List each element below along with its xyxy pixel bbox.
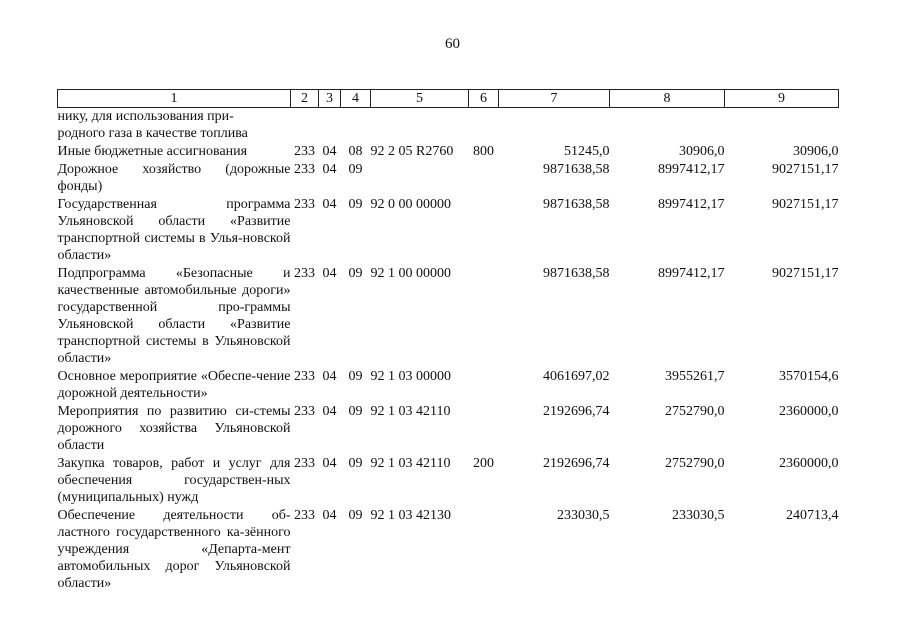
row-cell-c6	[469, 196, 499, 265]
row-cell-c2: 233	[294, 197, 315, 212]
header-col-2: 2	[291, 90, 319, 108]
row-cell-c7: 9871638,58	[543, 162, 610, 177]
row-name-cell: нику, для использования при- родного газа в качестве топлива	[57, 109, 248, 141]
row-cell-c6	[469, 161, 499, 196]
table-body	[58, 108, 839, 594]
row-cell-c5: 92 0 00 00000	[370, 197, 451, 212]
header-col-5: 5	[371, 90, 469, 108]
row-cell-c9	[725, 108, 839, 144]
table-row	[58, 403, 839, 455]
row-cell-c9: 240713,4	[786, 508, 839, 523]
table-row	[58, 108, 839, 144]
row-cell-c8: 3955261,7	[665, 369, 725, 384]
table-row	[58, 455, 839, 507]
row-cell-c9: 30906,0	[793, 144, 839, 159]
row-cell-c7: 233030,5	[557, 508, 610, 523]
row-cell-c5	[371, 161, 469, 196]
row-cell-c8: 2752790,0	[665, 404, 725, 419]
row-cell-c8: 2752790,0	[665, 456, 725, 471]
row-name-cell: Иные бюджетные ассигнования	[57, 144, 248, 159]
header-col-4: 4	[341, 90, 371, 108]
row-cell-c2	[291, 108, 319, 144]
row-cell-c3: 04	[322, 404, 337, 419]
row-cell-c5: 92 1 00 00000	[370, 266, 451, 281]
row-cell-c7: 4061697,02	[543, 369, 610, 384]
row-cell-c4: 09	[348, 508, 363, 523]
row-cell-c3: 04	[322, 508, 337, 523]
row-cell-c4: 09	[348, 162, 363, 177]
row-cell-c2: 233	[294, 456, 315, 471]
row-cell-c6	[469, 108, 499, 144]
row-cell-c2: 233	[294, 266, 315, 281]
header-col-3: 3	[319, 90, 341, 108]
row-cell-c3: 04	[322, 197, 337, 212]
row-cell-c5: 92 1 03 42110	[370, 456, 451, 471]
row-cell-c8	[610, 108, 725, 144]
row-cell-c2: 233	[294, 162, 315, 177]
row-cell-c4	[341, 108, 371, 144]
header-col-7: 7	[499, 90, 610, 108]
row-cell-c5: 92 1 03 00000	[370, 369, 451, 384]
row-cell-c7: 51245,0	[564, 144, 610, 159]
row-cell-c3: 04	[322, 266, 337, 281]
row-name-cell: Дорожное хозяйство (дорожные фонды)	[57, 162, 291, 194]
row-cell-c5: 92 1 03 42130	[370, 508, 451, 523]
row-cell-c6	[469, 368, 499, 403]
row-cell-c4: 09	[348, 456, 363, 471]
table-row	[58, 143, 839, 161]
row-cell-c5: 92 1 03 42110	[370, 404, 451, 419]
header-col-8: 8	[610, 90, 725, 108]
row-cell-c4: 09	[348, 404, 363, 419]
row-name-cell: Мероприятия по развитию си-стемы дорожного хозяйства Ульяновской области	[57, 404, 291, 453]
row-cell-c3: 04	[322, 456, 337, 471]
row-cell-c7: 2192696,74	[543, 404, 610, 419]
row-cell-c9: 9027151,17	[772, 266, 839, 281]
row-cell-c8: 8997412,17	[658, 266, 725, 281]
row-cell-c2: 233	[294, 404, 315, 419]
table-row	[58, 196, 839, 265]
row-cell-c3: 04	[322, 162, 337, 177]
row-cell-c8: 233030,5	[672, 508, 725, 523]
row-cell-c5	[371, 108, 469, 144]
row-cell-c6	[469, 265, 499, 368]
row-cell-c2: 233	[294, 508, 315, 523]
row-cell-c5: 92 2 05 R2760	[370, 144, 454, 159]
row-cell-c7: 2192696,74	[543, 456, 610, 471]
row-cell-c9: 3570154,6	[779, 369, 839, 384]
row-cell-c6: 200	[473, 456, 494, 471]
header-col-6: 6	[469, 90, 499, 108]
header-col-1: 1	[58, 90, 291, 108]
row-cell-c3	[319, 108, 341, 144]
row-cell-c4: 09	[348, 197, 363, 212]
row-cell-c9: 9027151,17	[772, 162, 839, 177]
row-cell-c8: 8997412,17	[658, 197, 725, 212]
row-cell-c8: 8997412,17	[658, 162, 725, 177]
row-cell-c6	[469, 403, 499, 455]
row-cell-c4: 09	[348, 266, 363, 281]
row-name-cell: Закупка товаров, работ и услуг для обеспечения государствен-ных (муниципальных) нужд	[57, 456, 291, 505]
row-cell-c7	[499, 108, 610, 144]
row-cell-c6	[469, 507, 499, 593]
row-cell-c6: 800	[473, 144, 494, 159]
row-cell-c7: 9871638,58	[543, 266, 610, 281]
row-cell-c4: 09	[348, 369, 363, 384]
row-cell-c3: 04	[322, 369, 337, 384]
row-name-cell: Государственная программа Ульяновской области «Развитие транспортной системы в Улья-новской области»	[57, 197, 291, 263]
budget-table	[57, 89, 839, 593]
row-cell-c9: 2360000,0	[779, 404, 839, 419]
table-row	[58, 507, 839, 593]
row-cell-c4: 08	[348, 144, 363, 159]
row-cell-c8: 30906,0	[679, 144, 725, 159]
table-row	[58, 161, 839, 196]
table-row	[58, 265, 839, 368]
row-name-cell: Обеспечение деятельности об-ластного государственного ка-зённого учреждения «Департа-мент автомобильных дорог Ульяновской области»	[57, 508, 291, 591]
page-number: 60	[445, 36, 460, 52]
table-row	[58, 368, 839, 403]
row-cell-c9: 9027151,17	[772, 197, 839, 212]
row-cell-c2: 233	[294, 144, 315, 159]
row-cell-c7: 9871638,58	[543, 197, 610, 212]
header-col-9: 9	[725, 90, 839, 108]
row-cell-c9: 2360000,0	[779, 456, 839, 471]
row-name-cell: Основное мероприятие «Обеспе-чение дорожной деятельности»	[57, 369, 291, 401]
header-row	[58, 90, 839, 108]
row-cell-c2: 233	[294, 369, 315, 384]
row-name-cell: Подпрограмма «Безопасные и качественные автомобильные дороги» государственной про-граммы Ульяновской области «Развитие транспортной системы в Ульяновской области»	[57, 266, 291, 366]
row-cell-c3: 04	[322, 144, 337, 159]
